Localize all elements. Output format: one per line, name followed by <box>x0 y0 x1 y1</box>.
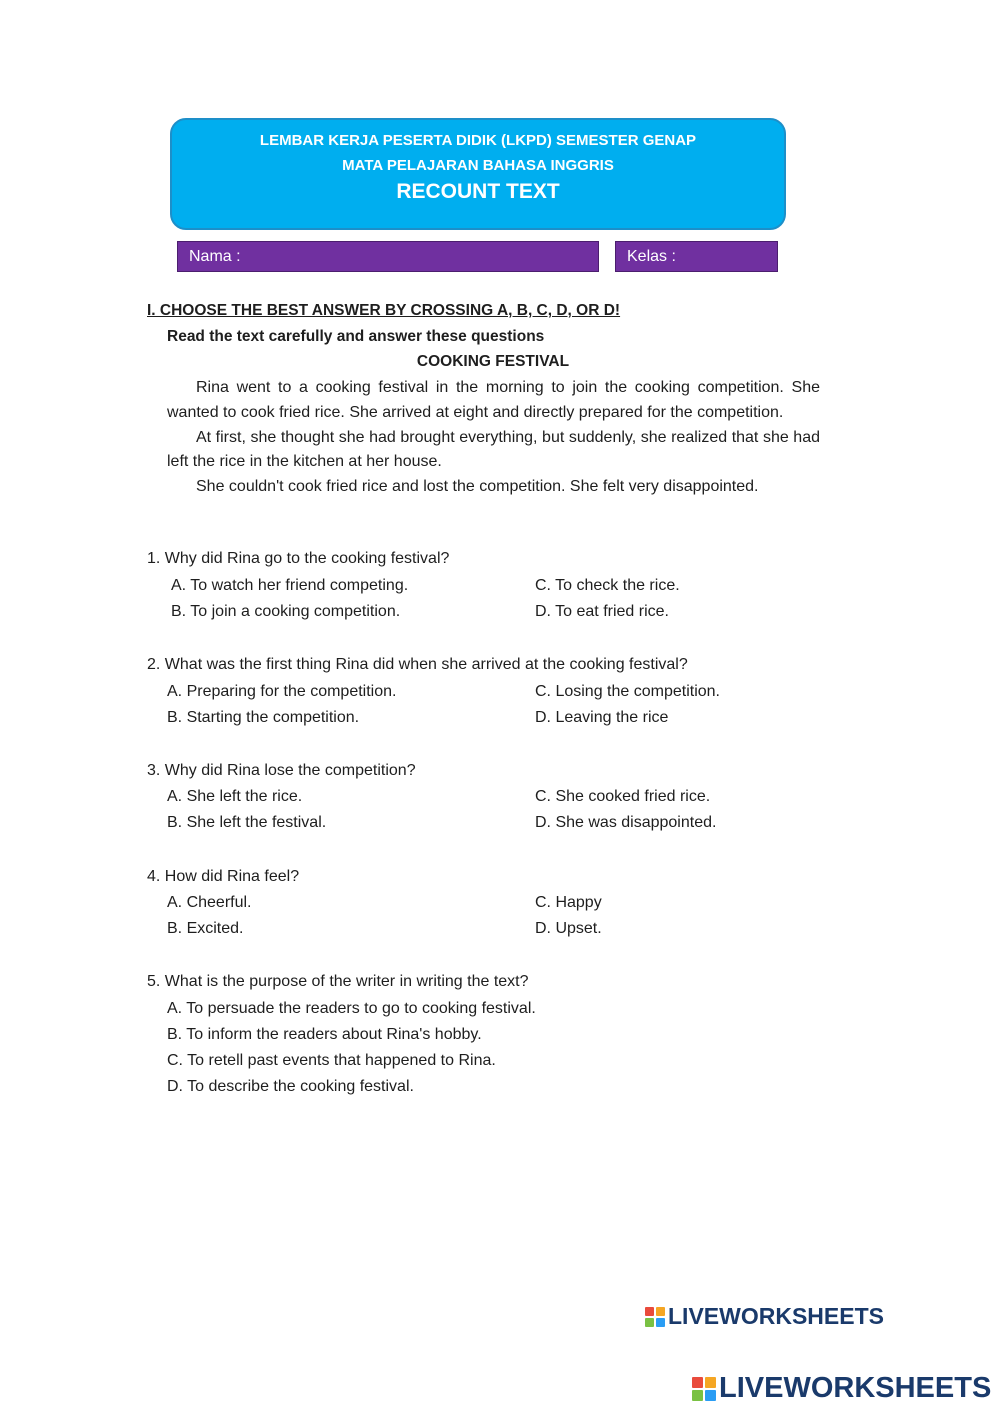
class-field[interactable]: Kelas : <box>615 241 778 272</box>
question-3: 3. Why did Rina lose the competition? <box>147 762 416 779</box>
option-3d[interactable]: D. She was disappointed. <box>535 814 717 831</box>
question-5: 5. What is the purpose of the writer in writing the text? <box>147 973 529 990</box>
passage-paragraph: She couldn't cook fried rice and lost the competition. She felt very disappointed. <box>196 478 759 496</box>
option-5a[interactable]: A. To persuade the readers to go to cooking festival. <box>167 1000 536 1017</box>
option-5d[interactable]: D. To describe the cooking festival. <box>167 1078 414 1095</box>
question-1: 1. Why did Rina go to the cooking festival? <box>147 550 450 567</box>
liveworksheets-logo-footer <box>692 1372 991 1405</box>
option-4d[interactable]: D. Upset. <box>535 920 602 937</box>
question-2: 2. What was the first thing Rina did when she arrived at the cooking festival? <box>147 656 688 673</box>
option-3c[interactable]: C. She cooked fried rice. <box>535 788 711 805</box>
liveworksheets-logo <box>645 1303 884 1330</box>
header-banner <box>170 118 786 230</box>
option-1a[interactable]: A. To watch her friend competing. <box>171 577 409 594</box>
passage-text <box>167 376 820 500</box>
header-line-2: MATA PELAJARAN BAHASA INGGRIS <box>342 157 614 174</box>
option-4b[interactable]: B. Excited. <box>167 920 244 937</box>
option-1b[interactable]: B. To join a cooking competition. <box>171 603 401 620</box>
option-2a[interactable]: A. Preparing for the competition. <box>167 683 397 700</box>
option-4c[interactable]: C. Happy <box>535 894 602 911</box>
option-5b[interactable]: B. To inform the readers about Rina's hobby. <box>167 1026 482 1043</box>
passage-paragraph: Rina went to a cooking festival in the morning to join the cooking competition. She wanted to cook fried rice. She arrived at eight and directly prepared for the competition. <box>167 379 820 421</box>
page-title: RECOUNT TEXT <box>396 180 560 203</box>
logo-text: LIVEWORKSHEETS <box>719 1372 992 1404</box>
option-1d[interactable]: D. To eat fried rice. <box>535 603 669 620</box>
option-5c[interactable]: C. To retell past events that happened to Rina. <box>167 1052 496 1069</box>
instruction: Read the text carefully and answer these questions <box>167 328 545 345</box>
option-2d[interactable]: D. Leaving the rice <box>535 709 669 726</box>
header-line-1: LEMBAR KERJA PESERTA DIDIK (LKPD) SEMESTER GENAP <box>259 132 697 149</box>
logo-mark-icon <box>692 1377 716 1401</box>
logo-mark-icon <box>645 1307 665 1327</box>
option-1c[interactable]: C. To check the rice. <box>535 577 680 594</box>
option-2b[interactable]: B. Starting the competition. <box>167 709 360 726</box>
passage-paragraph: At first, she thought she had brought everything, but suddenly, she realized that she had left the rice in the kitchen at her house. <box>167 428 820 471</box>
logo-text: LIVEWORKSHEETS <box>668 1303 884 1329</box>
section-title: I. CHOOSE THE BEST ANSWER BY CROSSING A, B, C, D, OR D! <box>147 302 621 319</box>
option-2c[interactable]: C. Losing the competition. <box>535 683 720 700</box>
passage-title: COOKING FESTIVAL <box>416 353 570 370</box>
name-field[interactable]: Nama : <box>177 241 599 272</box>
option-3b[interactable]: B. She left the festival. <box>167 814 327 831</box>
question-4: 4. How did Rina feel? <box>147 868 300 885</box>
option-4a[interactable]: A. Cheerful. <box>167 894 252 911</box>
option-3a[interactable]: A. She left the rice. <box>167 788 303 805</box>
